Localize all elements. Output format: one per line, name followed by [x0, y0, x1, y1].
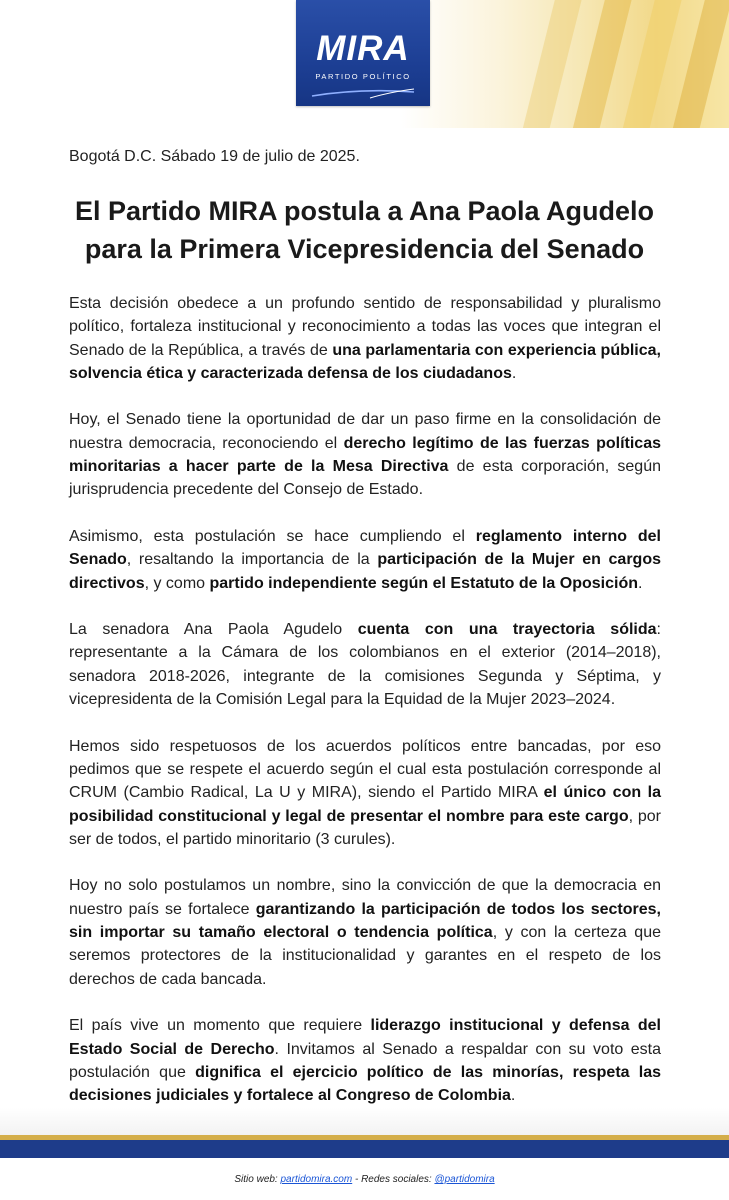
text-span: El país vive un momento que requiere — [69, 1017, 371, 1035]
bold-text: derecho legítimo de las fuerzas políticas minoritarias a hacer parte de la Mesa Directiva — [69, 434, 661, 476]
bold-text: el único con la posibilidad constitucional y legal de presentar el nombre para este cargo — [69, 784, 661, 825]
footer-contact — [0, 1174, 729, 1185]
text-span: La senadora Ana Paola Agudelo — [69, 621, 358, 639]
title-line-1: El Partido MIRA postula a Ana Paola Agudelo — [74, 196, 655, 226]
text-span: , y como — [144, 574, 210, 592]
bold-text: dignifica el ejercicio político de las minorías, respeta las decisiones judiciales y fortalece al Congreso de Colombia — [69, 1063, 662, 1105]
paragraph-4 — [69, 618, 661, 711]
logo-wordmark: MIRA — [316, 29, 410, 68]
text-span: , y con la certeza que seremos protectores de la institucionalidad y garantes en el respeto de los derechos de cada bancada. — [69, 924, 662, 988]
bold-text: participación de la Mujer en cargos directivos — [69, 551, 661, 592]
text-span: . — [510, 1087, 516, 1105]
mira-logo — [296, 0, 430, 106]
footer-blue-band — [0, 1140, 729, 1158]
bold-text: reglamento interno del Senado — [69, 527, 661, 569]
website-link[interactable]: partidomira.com — [280, 1174, 353, 1185]
header-decoration — [499, 0, 729, 128]
document-date: Bogotá D.C. Sábado 19 de julio de 2025. — [69, 148, 360, 165]
text-span: , resaltando la importancia de la — [126, 551, 378, 569]
bold-text: garantizando la participación de todos los sectores, sin importar su tamaño electoral o tendencia política — [69, 900, 661, 942]
social-link[interactable]: @partidomira — [434, 1174, 495, 1185]
logo-swoosh-icon — [310, 86, 416, 100]
paragraph-2 — [69, 408, 661, 501]
text-span: , por ser de todos, el partido minoritario (3 curules). — [69, 807, 661, 848]
page-title — [40, 192, 689, 268]
text-span: Hoy no solo postulamos un nombre, sino la convicción de que la democracia en nuestro país se fortalece — [69, 877, 661, 918]
footer-web-label: Sitio web: — [234, 1174, 281, 1185]
text-span: . — [511, 364, 517, 382]
press-release-body — [69, 292, 661, 1131]
text-span: Esta decisión obedece a un profundo sentido de responsabilidad y pluralismo político, fortaleza institucional y reconocimiento a todas las voces que integran el Senado de la República, a través de — [69, 295, 661, 359]
text-span: : representante a la Cámara de los colombianos en el exterior (2014–2018), senadora 2018-2026, integrante de la comisiones Segunda y Séptima, y vicepresidenta de la Comisión Legal para la Equidad de la Mujer 2023–2024. — [69, 621, 661, 709]
paragraph-1 — [69, 292, 661, 385]
footer-social-label: - Redes sociales: — [352, 1174, 435, 1185]
bold-text: cuenta con una trayectoria sólida — [357, 621, 657, 639]
text-span: . — [638, 574, 643, 592]
text-span: . Invitamos al Senado a respaldar con su voto esta postulación que — [69, 1040, 661, 1081]
bold-text: partido independiente según el Estatuto de la Oposición — [209, 574, 638, 592]
paragraph-3 — [69, 525, 661, 595]
paragraph-5 — [69, 735, 661, 851]
bold-text: liderazgo institucional y defensa del Estado Social de Derecho — [69, 1017, 661, 1058]
text-span: de esta corporación, según jurisprudencia precedente del Consejo de Estado. — [69, 458, 661, 499]
footer-strip — [0, 1108, 729, 1138]
paragraph-7 — [69, 1014, 661, 1107]
text-span: Hoy, el Senado tiene la oportunidad de dar un paso firme en la consolidación de nuestra democracia, reconociendo el — [69, 411, 661, 452]
title-line-2: para la Primera Vicepresidencia del Senado — [84, 234, 645, 264]
text-span: Asimismo, esta postulación se hace cumpliendo el — [69, 527, 476, 545]
logo-subtitle: PARTIDO POLÍTICO — [315, 72, 411, 81]
text-span: Hemos sido respetuosos de los acuerdos políticos entre bancadas, por eso pedimos que se respete el acuerdo según el cual esta postulación corresponde al CRUM (Cambio Radical, La U y MIRA), siendo el Partido MIRA — [69, 737, 661, 802]
bold-text: una parlamentaria con experiencia pública, solvencia ética y caracterizada defensa de los ciudadanos — [69, 341, 661, 382]
paragraph-6 — [69, 874, 661, 990]
